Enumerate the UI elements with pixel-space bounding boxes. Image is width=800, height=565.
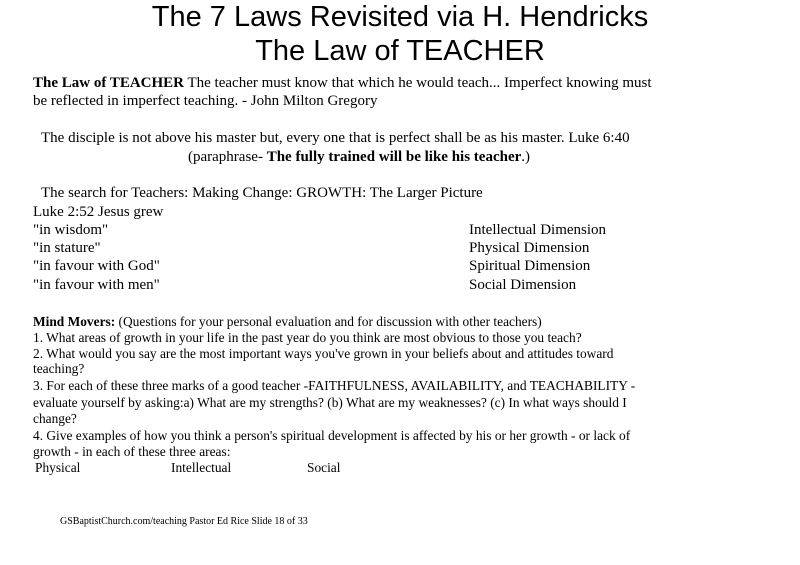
paraphrase-suffix: .) bbox=[521, 149, 531, 165]
mind-movers-intro: (Questions for your personal evaluation and for discussion with other teachers) bbox=[115, 314, 542, 329]
area-physical: Physical bbox=[35, 460, 81, 475]
question-line: 3. For each of these three marks of a good teacher -FAITHFULNESS, AVAILABILITY, and TEACHABILITY - bbox=[33, 378, 636, 393]
law-text-1: The teacher must know that which he would teach... Imperfect knowing must bbox=[184, 75, 652, 91]
growth-phrase: "in favour with God" bbox=[33, 258, 160, 274]
paraphrase-line bbox=[188, 149, 530, 166]
question-line: evaluate yourself by asking:a) What are my strengths? (b) What are my weaknesses? (c) In what ways should I bbox=[33, 395, 627, 410]
paraphrase-prefix: (paraphrase- bbox=[188, 149, 267, 165]
law-text-2: be reflected in imperfect teaching. - John Milton Gregory bbox=[33, 93, 378, 109]
growth-phrase: "in favour with men" bbox=[33, 277, 160, 293]
footer-credit: GSBaptistChurch.com/teaching Pastor Ed Rice Slide 18 of 33 bbox=[60, 516, 308, 527]
page-subtitle: The Law of TEACHER bbox=[255, 35, 545, 67]
growth-dimension: Intellectual Dimension bbox=[469, 222, 607, 238]
search-line: The search for Teachers: Making Change: GROWTH: The Larger Picture bbox=[41, 185, 483, 201]
growth-phrase: "in wisdom" bbox=[33, 222, 109, 238]
page-title: The 7 Laws Revisited via H. Hendricks bbox=[151, 1, 649, 33]
question-line: growth - in each of these three areas: bbox=[33, 444, 231, 459]
growth-phrase: "in stature" bbox=[33, 240, 101, 256]
growth-dimension: Spiritual Dimension bbox=[469, 258, 591, 274]
question-line: 2. What would you say are the most important ways you've grown in your beliefs about and attitudes toward bbox=[33, 346, 614, 361]
paraphrase-bold: The fully trained will be like his teacher bbox=[266, 149, 522, 165]
question-line: teaching? bbox=[33, 361, 85, 376]
mind-movers-label: Mind Movers: bbox=[33, 314, 116, 329]
area-intellectual: Intellectual bbox=[171, 460, 232, 475]
mind-movers-line bbox=[33, 314, 542, 329]
law-label: The Law of TEACHER bbox=[33, 75, 184, 91]
growth-dimension: Physical Dimension bbox=[469, 240, 590, 256]
question-line: 4. Give examples of how you think a person's spiritual development is affected by his or her growth - or lack of bbox=[33, 428, 631, 443]
luke-line: Luke 2:52 Jesus grew bbox=[33, 204, 164, 220]
growth-dimension: Social Dimension bbox=[469, 277, 577, 293]
question-line: 1. What areas of growth in your life in the past year do you think are most obvious to those you teach? bbox=[33, 330, 582, 345]
law-paragraph-line1 bbox=[33, 75, 652, 92]
question-line: change? bbox=[33, 411, 77, 426]
verse-line: The disciple is not above his master but, every one that is perfect shall be as his master. Luke 6:40 bbox=[41, 130, 630, 146]
area-social: Social bbox=[307, 460, 341, 475]
